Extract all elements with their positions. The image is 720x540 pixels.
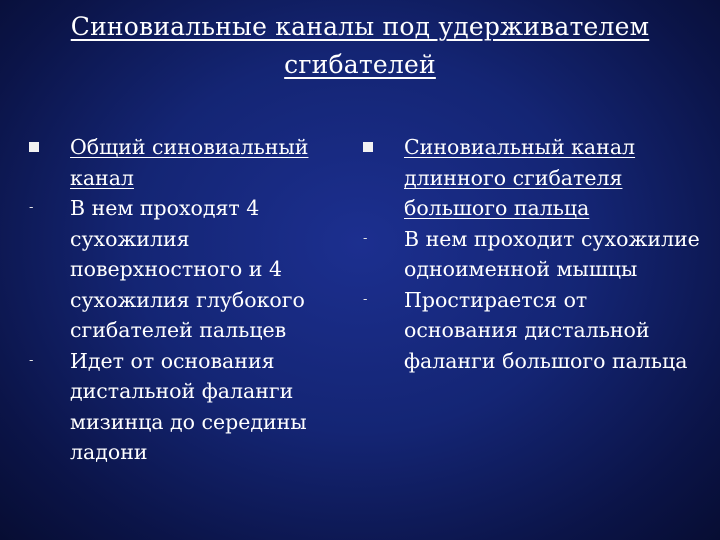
right-point-1-text: В нем проходит сухожилие одноименной мышцы	[404, 226, 700, 281]
right-point-2	[360, 285, 705, 377]
right-heading-item[interactable]	[360, 132, 705, 224]
left-point-2-text: Идет от основания дистальной фаланги мизинца до середины ладони	[70, 348, 307, 464]
left-point-2	[26, 346, 344, 468]
right-column	[360, 132, 705, 376]
right-point-2-text: Простирается от основания дистальной фаланги большого пальца	[404, 287, 688, 373]
right-heading[interactable]: Синовиальный канал длинного сгибателя большого пальца	[404, 135, 636, 220]
left-point-1	[26, 193, 344, 346]
left-column	[26, 132, 344, 468]
dash-bullet-icon: -	[363, 291, 368, 307]
right-point-1	[360, 224, 705, 285]
dash-bullet-icon: -	[363, 230, 368, 246]
left-heading-item[interactable]	[26, 132, 344, 193]
slide-title: Синовиальные каналы под удерживателем сгибателей	[70, 12, 650, 79]
left-heading[interactable]: Общий синовиальный канал	[70, 135, 309, 190]
dash-bullet-icon: -	[29, 200, 34, 215]
left-point-1-text: В нем проходят 4 сухожилия поверхностного и 4 сухожилия глубокого сгибателей пальцев	[70, 196, 305, 342]
square-bullet-icon	[363, 142, 373, 152]
square-bullet-icon	[29, 142, 39, 152]
dash-bullet-icon: -	[29, 352, 34, 368]
